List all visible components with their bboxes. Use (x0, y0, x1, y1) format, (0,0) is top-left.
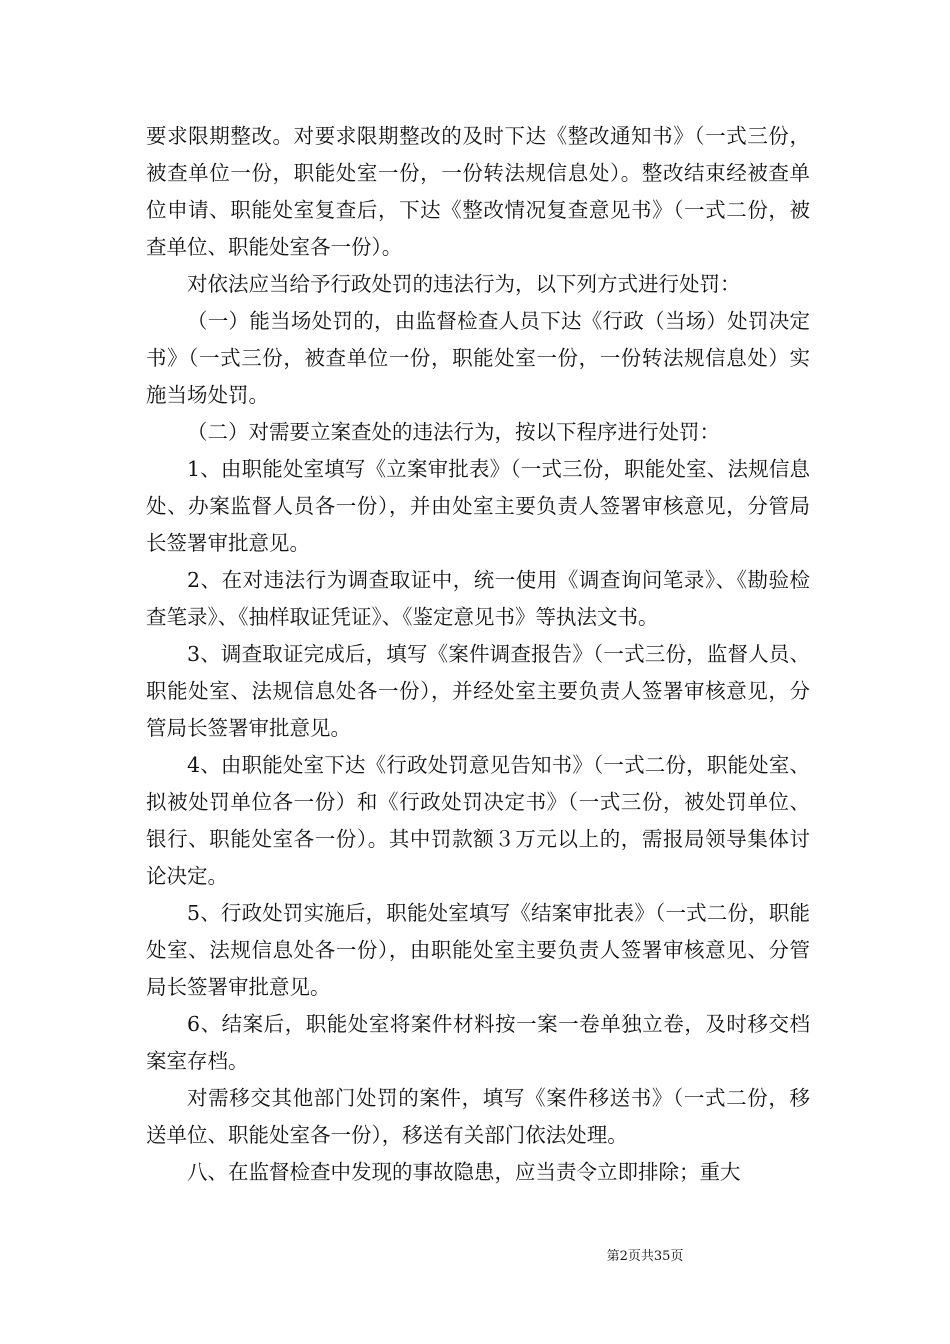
paragraph-1: 要求限期整改。对要求限期整改的及时下达《整改通知书》（一式三份，被查单位一份，职能处室一份，一份转法规信息处）。整改结束经被查单位申请、职能处室复查后，下达《整改情况复查意见书》（一式二份，被查单位、职能处室各一份）。 (146, 124, 810, 259)
paragraph-5: 1、由职能处室填写《立案审批表》（一式三份，职能处室、法规信息处、办案监督人员各一份），并由处室主要负责人签署审核意见，分管局长签署审批意见。 (146, 457, 810, 555)
paragraph-2: 对依法应当给予行政处罚的违法行为，以下列方式进行处罚： (187, 272, 741, 296)
paragraph-10: 6、结案后，职能处室将案件材料按一案一卷单独立卷，及时移交档案室存档。 (146, 1012, 810, 1073)
paragraph-6: 2、在对违法行为调查取证中，统一使用《调查询问笔录》、《勘验检查笔录》、《抽样取证凭证》、《鉴定意见书》等执法文书。 (146, 568, 810, 629)
paragraph-7: 3、调查取证完成后，填写《案件调查报告》（一式三份，监督人员、职能处室、法规信息处各一份），并经处室主要负责人签署审核意见，分管局长签署审批意见。 (146, 642, 810, 740)
paragraph-9: 5、行政处罚实施后，职能处室填写《结案审批表》（一式二份，职能处室、法规信息处各一份），由职能处室主要负责人签署审核意见、分管局长签署审批意见。 (146, 901, 810, 999)
document-body (146, 118, 810, 1191)
paragraph-8: 4、由职能处室下达《行政处罚意见告知书》（一式二份，职能处室、拟被处罚单位各一份）和《行政处罚决定书》（一式三份，被处罚单位、银行、职能处室各一份）。其中罚款额３万元以上的，需报局领导集体讨论决定。 (146, 753, 810, 888)
paragraph-12: 八、在监督检查中发现的事故隐患，应当责令立即排除；重大 (187, 1160, 741, 1184)
paragraph-4: （二）对需要立案查处的违法行为，按以下程序进行处罚： (187, 420, 720, 444)
paragraph-3: （一）能当场处罚的，由监督检查人员下达《行政（当场）处罚决定书》（一式三份，被查单位一份，职能处室一份，一份转法规信息处）实施当场处罚。 (146, 309, 810, 407)
paragraph-11: 对需移交其他部门处罚的案件，填写《案件移送书》（一式二份，移送单位、职能处室各一份），移送有关部门依法处理。 (146, 1086, 810, 1147)
page-number-footer: 第2页共35页 (606, 1249, 684, 1264)
